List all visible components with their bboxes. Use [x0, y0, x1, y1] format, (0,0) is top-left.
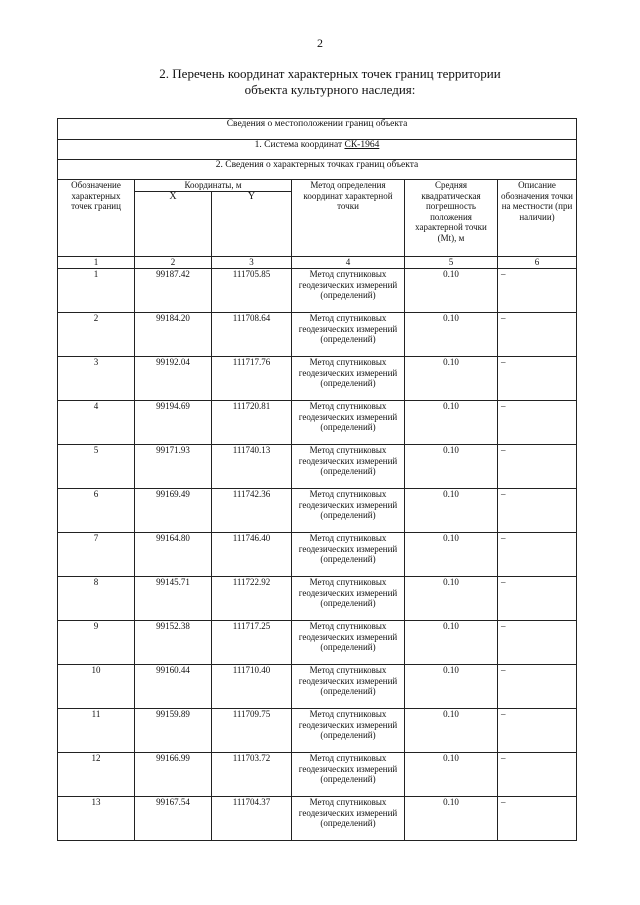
y-coordinate-cell: 111746.40: [212, 533, 292, 577]
description-cell: –: [498, 753, 577, 797]
coordinates-table: [57, 118, 577, 841]
point-number-cell: 8: [58, 577, 135, 621]
table-row: [58, 621, 577, 665]
table-row: [58, 665, 577, 709]
error-cell: 0.10: [405, 269, 498, 313]
point-number-cell: 10: [58, 665, 135, 709]
description-cell: –: [498, 357, 577, 401]
method-cell: Метод спутниковых геодезических измерений (определений): [292, 445, 405, 489]
description-cell: –: [498, 797, 577, 841]
x-coordinate-cell: 99194.69: [135, 401, 212, 445]
x-coordinate-cell: 99159.89: [135, 709, 212, 753]
description-cell: –: [498, 269, 577, 313]
error-cell: 0.10: [405, 533, 498, 577]
section-header-row: [58, 119, 577, 140]
description-cell: –: [498, 489, 577, 533]
col-coords-header: Координаты, м: [135, 180, 292, 192]
error-cell: 0.10: [405, 665, 498, 709]
table-row: [58, 489, 577, 533]
method-cell: Метод спутниковых геодезических измерений (определений): [292, 753, 405, 797]
description-cell: –: [498, 577, 577, 621]
point-number-cell: 5: [58, 445, 135, 489]
col-number: 1: [58, 257, 135, 269]
description-cell: –: [498, 313, 577, 357]
y-coordinate-cell: 111720.81: [212, 401, 292, 445]
method-cell: Метод спутниковых геодезических измерений (определений): [292, 709, 405, 753]
y-coordinate-cell: 111740.13: [212, 445, 292, 489]
point-number-cell: 9: [58, 621, 135, 665]
point-number-cell: 1: [58, 269, 135, 313]
x-coordinate-cell: 99164.80: [135, 533, 212, 577]
points-header-row: [58, 160, 577, 180]
point-number-cell: 6: [58, 489, 135, 533]
col-number: 3: [212, 257, 292, 269]
title-line-1: 2. Перечень координат характерных точек границ территории: [159, 66, 501, 81]
method-cell: Метод спутниковых геодезических измерений (определений): [292, 313, 405, 357]
table-row: [58, 797, 577, 841]
y-coordinate-cell: 111742.36: [212, 489, 292, 533]
x-coordinate-cell: 99171.93: [135, 445, 212, 489]
system-label: 1. Система координат: [254, 140, 343, 150]
x-coordinate-cell: 99192.04: [135, 357, 212, 401]
table-row: [58, 533, 577, 577]
col-error-header: Средняя квадратическая погрешность положения характерной точки (Мt), м: [405, 180, 498, 257]
point-number-cell: 7: [58, 533, 135, 577]
y-coordinate-cell: 111710.40: [212, 665, 292, 709]
description-cell: –: [498, 533, 577, 577]
x-coordinate-cell: 99184.20: [135, 313, 212, 357]
error-cell: 0.10: [405, 797, 498, 841]
error-cell: 0.10: [405, 357, 498, 401]
description-cell: –: [498, 401, 577, 445]
points-header: 2. Сведения о характерных точках границ объекта: [58, 160, 577, 180]
col-method-header: Метод определения координат характерной точки: [292, 180, 405, 257]
y-coordinate-cell: 111722.92: [212, 577, 292, 621]
x-coordinate-cell: 99145.71: [135, 577, 212, 621]
col-number: 2: [135, 257, 212, 269]
col-number: 6: [498, 257, 577, 269]
col-x-header: X: [135, 192, 212, 257]
method-cell: Метод спутниковых геодезических измерений (определений): [292, 621, 405, 665]
x-coordinate-cell: 99167.54: [135, 797, 212, 841]
x-coordinate-cell: 99152.38: [135, 621, 212, 665]
col-number: 4: [292, 257, 405, 269]
col-y-header: Y: [212, 192, 292, 257]
title-line-2: объекта культурного наследия:: [244, 82, 416, 97]
table-row: [58, 357, 577, 401]
y-coordinate-cell: 111717.25: [212, 621, 292, 665]
table-row: [58, 753, 577, 797]
method-cell: Метод спутниковых геодезических измерений (определений): [292, 357, 405, 401]
section-header: Сведения о местоположении границ объекта: [58, 119, 577, 140]
system-code: СК-1964: [344, 140, 380, 150]
point-number-cell: 12: [58, 753, 135, 797]
x-coordinate-cell: 99169.49: [135, 489, 212, 533]
point-number-cell: 2: [58, 313, 135, 357]
description-cell: –: [498, 621, 577, 665]
y-coordinate-cell: 111704.37: [212, 797, 292, 841]
error-cell: 0.10: [405, 489, 498, 533]
error-cell: 0.10: [405, 753, 498, 797]
point-number-cell: 11: [58, 709, 135, 753]
description-cell: –: [498, 665, 577, 709]
error-cell: 0.10: [405, 401, 498, 445]
col-desc-header: Описание обозначения точки на местности (при наличии): [498, 180, 577, 257]
coordinate-system: [58, 140, 577, 160]
y-coordinate-cell: 111703.72: [212, 753, 292, 797]
table-row: [58, 269, 577, 313]
method-cell: Метод спутниковых геодезических измерений (определений): [292, 533, 405, 577]
document-title: [110, 66, 550, 98]
table-row: [58, 313, 577, 357]
description-cell: –: [498, 709, 577, 753]
method-cell: Метод спутниковых геодезических измерений (определений): [292, 401, 405, 445]
y-coordinate-cell: 111717.76: [212, 357, 292, 401]
column-header-row: [58, 180, 577, 192]
error-cell: 0.10: [405, 621, 498, 665]
y-coordinate-cell: 111708.64: [212, 313, 292, 357]
table-row: [58, 709, 577, 753]
col-point-header: Обозначение характерных точек границ: [58, 180, 135, 257]
method-cell: Метод спутниковых геодезических измерений (определений): [292, 269, 405, 313]
y-coordinate-cell: 111705.85: [212, 269, 292, 313]
page-number: 2: [317, 36, 323, 50]
error-cell: 0.10: [405, 577, 498, 621]
method-cell: Метод спутниковых геодезических измерений (определений): [292, 489, 405, 533]
col-number: 5: [405, 257, 498, 269]
point-number-cell: 3: [58, 357, 135, 401]
table-row: [58, 445, 577, 489]
description-cell: –: [498, 445, 577, 489]
x-coordinate-cell: 99187.42: [135, 269, 212, 313]
column-number-row: [58, 257, 577, 269]
error-cell: 0.10: [405, 445, 498, 489]
y-coordinate-cell: 111709.75: [212, 709, 292, 753]
x-coordinate-cell: 99166.99: [135, 753, 212, 797]
point-number-cell: 13: [58, 797, 135, 841]
error-cell: 0.10: [405, 709, 498, 753]
coordinate-system-row: [58, 140, 577, 160]
point-number-cell: 4: [58, 401, 135, 445]
method-cell: Метод спутниковых геодезических измерений (определений): [292, 665, 405, 709]
method-cell: Метод спутниковых геодезических измерений (определений): [292, 797, 405, 841]
error-cell: 0.10: [405, 313, 498, 357]
table-row: [58, 401, 577, 445]
method-cell: Метод спутниковых геодезических измерений (определений): [292, 577, 405, 621]
table-row: [58, 577, 577, 621]
x-coordinate-cell: 99160.44: [135, 665, 212, 709]
